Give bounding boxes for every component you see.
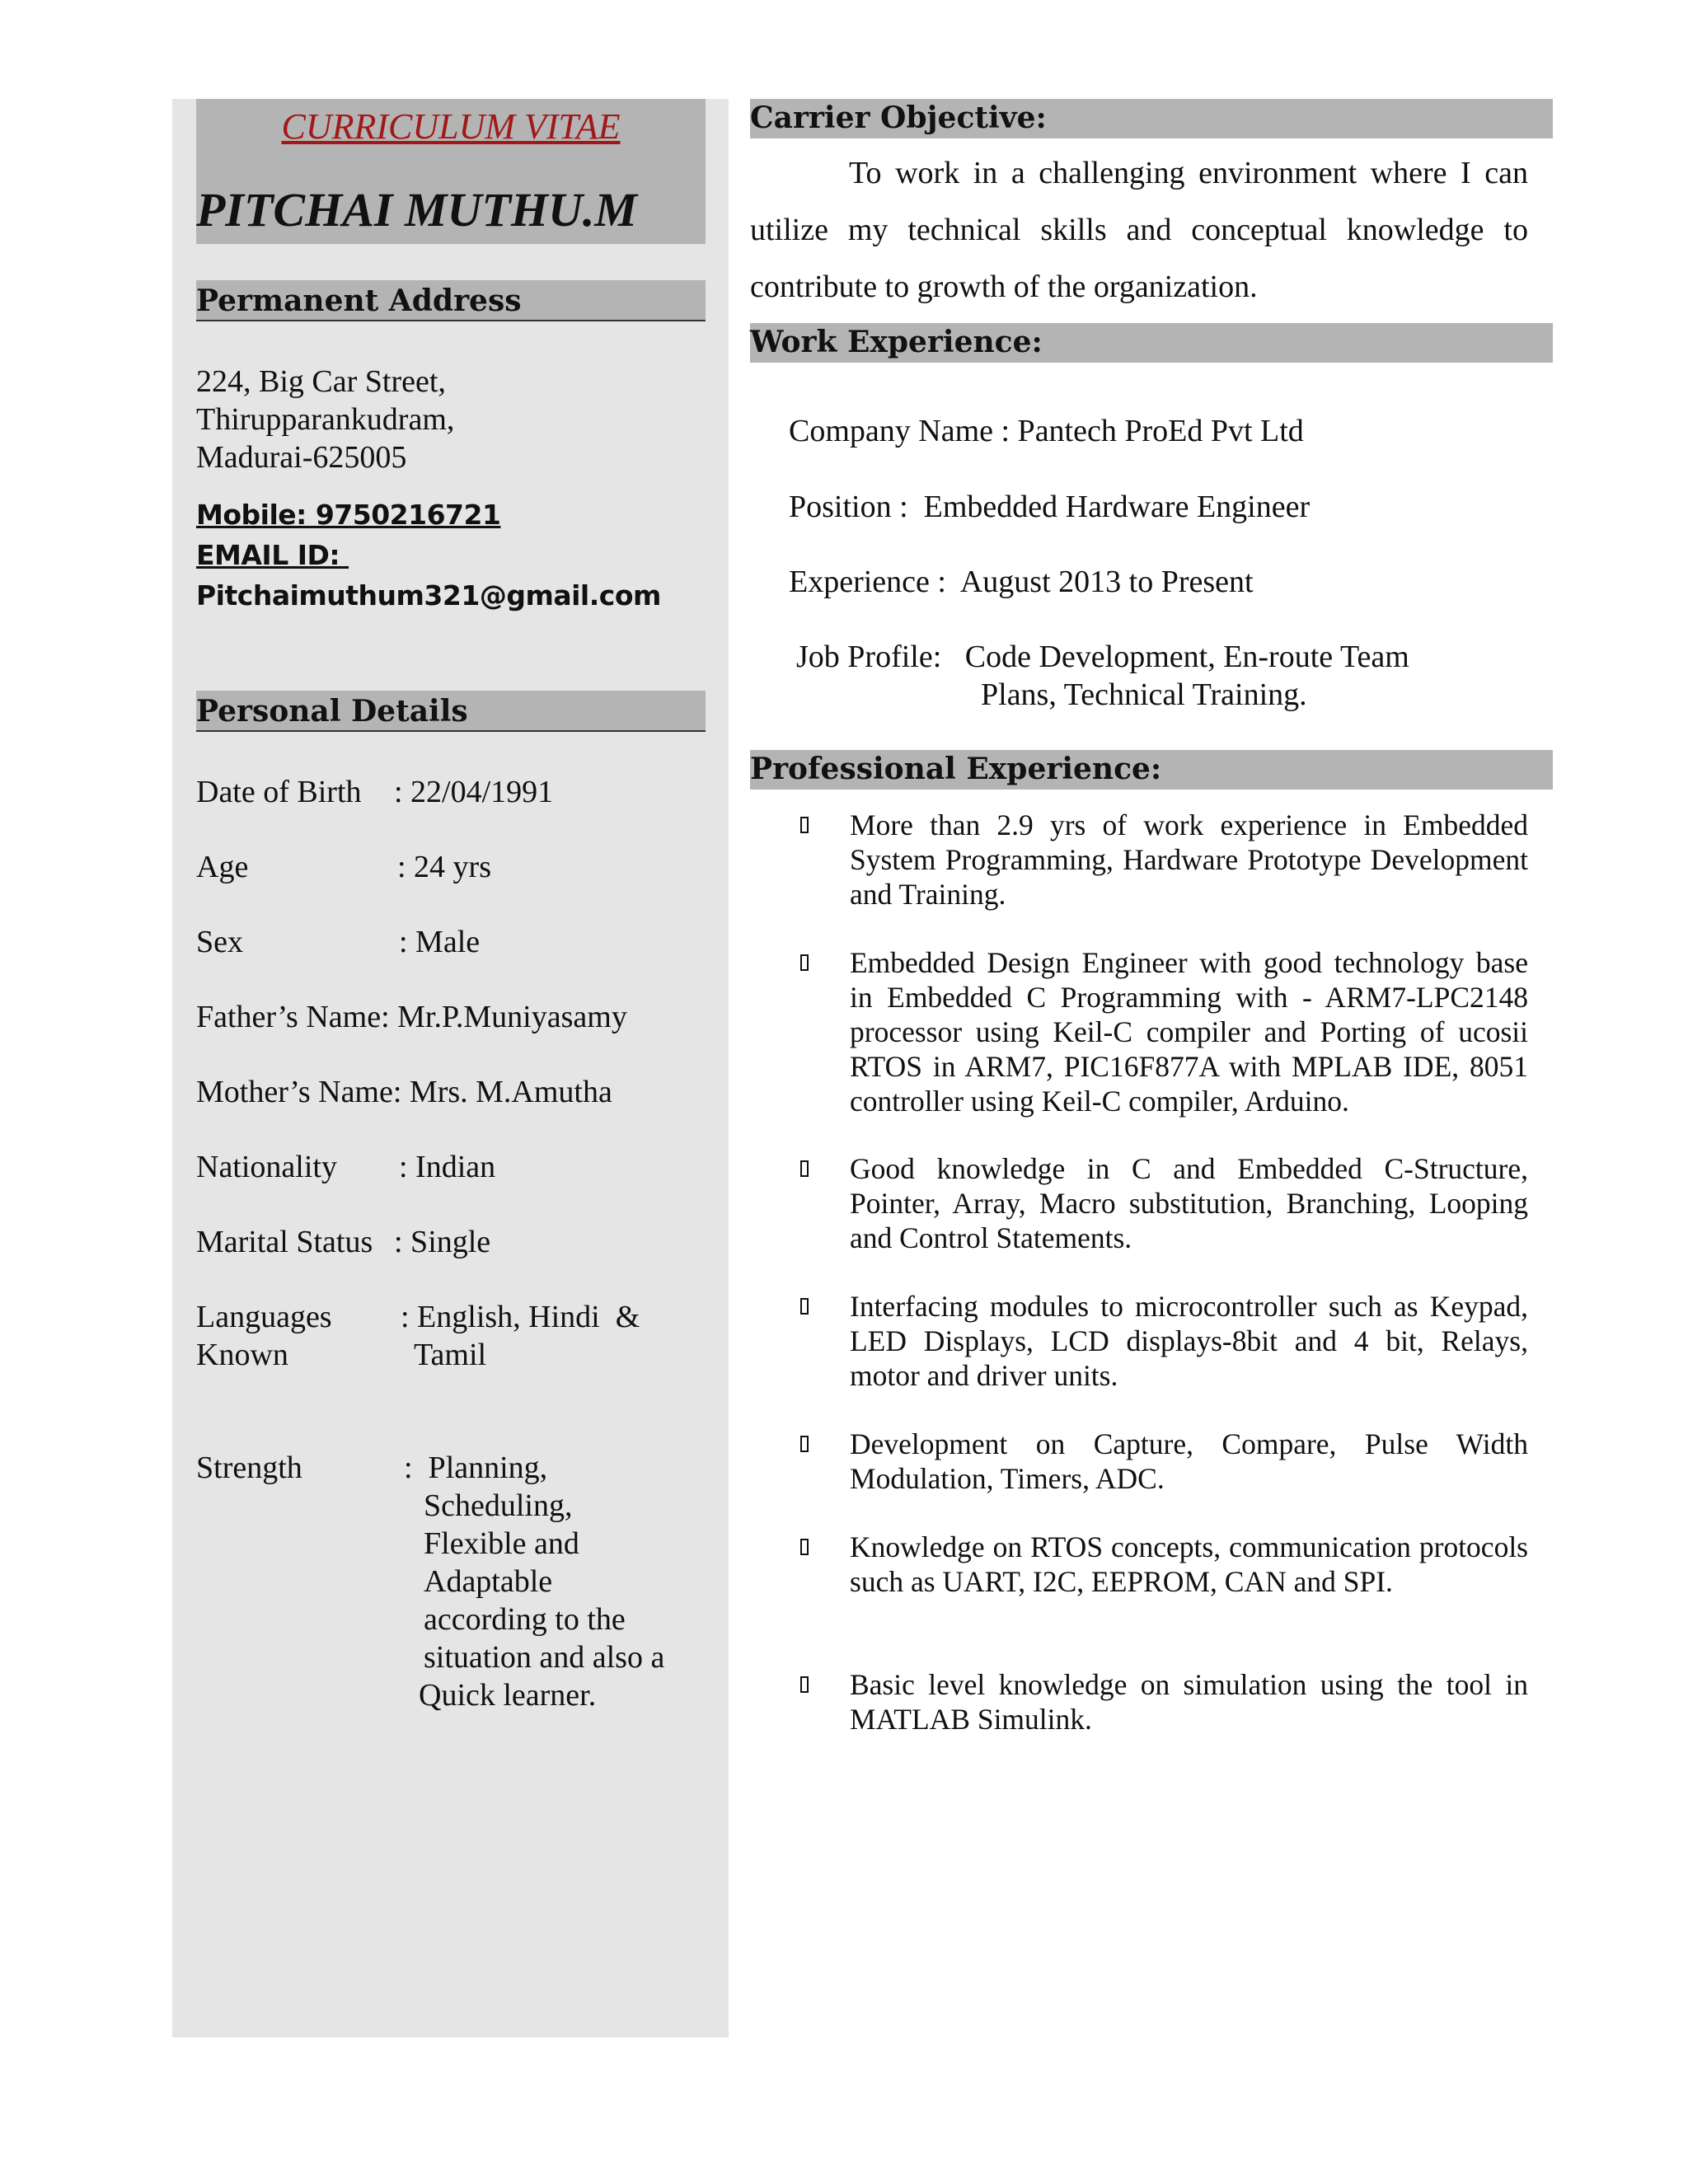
father-name: Father’s Name: Mr.P.Muniyasamy [196,1000,627,1034]
job-profile-line-1: Job Profile: Code Development, En-route Team [796,640,1409,674]
strength-line-4: Adaptable [424,1564,553,1599]
sex-value: : Male [399,925,481,959]
languages-label-line-2: Known [196,1338,288,1372]
work-experience-heading: Work Experience: [750,323,1553,363]
dob-value: : 22/04/1991 [394,775,554,809]
strength-line-5: according to the [424,1602,626,1637]
company-name: Company Name : Pantech ProEd Pvt Ltd [789,414,1304,448]
strength-label: Strength [196,1451,302,1485]
languages-value-line-1: : English, Hindi & [401,1300,640,1334]
nationality-value: : Indian [399,1150,496,1184]
bullet-icon [800,954,809,971]
languages-value-line-2: Tamil [414,1338,487,1372]
age-label: Age [196,850,249,884]
professional-bullet: Development on Capture, Compare, Pulse Width Modulation, Timers, ADC. [850,1427,1528,1495]
mother-name: Mother’s Name: Mrs. M.Amutha [196,1075,612,1109]
bullet-icon [800,1160,809,1177]
professional-bullet: Knowledge on RTOS concepts, communication protocols such as UART, I2C, EEPROM, CAN and SPI. [850,1530,1528,1598]
job-profile-line-2: Plans, Technical Training. [981,677,1307,712]
professional-bullet: Interfacing modules to microcontroller such as Keypad, LED Displays, LCD displays-8bit and 4 bit, Relays, motor and driver units. [850,1290,1528,1392]
strength-line-6: situation and also a [424,1640,665,1675]
age-value: : 24 yrs [397,850,491,884]
bullet-icon [800,1676,809,1693]
personal-details-heading: Personal Details [196,691,706,732]
mobile-number: Mobile: 9750216721 [196,499,501,531]
professional-bullet: More than 2.9 yrs of work experience in Embedded System Programming, Hardware Prototype Development and Training. [850,808,1528,911]
professional-bullet: Good knowledge in C and Embedded C-Structure, Pointer, Array, Macro substitution, Branching, Looping and Control Statements. [850,1152,1528,1254]
languages-label-line-1: Languages [196,1300,332,1334]
bullet-icon [800,1539,809,1555]
objective-text: To work in a challenging environment where I can utilize my technical skills and conceptual knowledge to contribute to growth of the organization. [750,156,1528,304]
bullet-icon [800,817,809,833]
permanent-address-heading: Permanent Address [196,280,706,321]
professional-bullet: Basic level knowledge on simulation using the tool in MATLAB Simulink. [850,1668,1528,1736]
experience-period: Experience : August 2013 to Present [789,565,1254,599]
strength-line-3: Flexible and [424,1526,579,1561]
address-line-3: Madurai-625005 [196,440,407,475]
strength-line-2: Scheduling, [424,1488,573,1523]
address-line-2: Thirupparankudram, [196,402,455,437]
candidate-name: PITCHAI MUTHU.M [196,183,637,237]
carrier-objective-heading: Carrier Objective: [750,99,1553,138]
bullet-icon [800,1298,809,1315]
marital-status-label: Marital Status [196,1225,373,1259]
professional-experience-heading: Professional Experience: [750,750,1553,790]
dob-label: Date of Birth [196,775,362,809]
bullet-icon [800,1436,809,1452]
email-label: EMAIL ID: [196,539,349,571]
professional-bullet: Embedded Design Engineer with good technology base in Embedded C Programming with - ARM7-LPC2148 processor using Keil-C compiler and Porting of ucosii RTOS in ARM7, PIC16F877A with MPLAB IDE, 8051 controller using Keil-C compiler, Arduino. [850,946,1528,1118]
strength-line-7: Quick learner. [419,1678,597,1713]
nationality-label: Nationality [196,1150,337,1184]
position: Position : Embedded Hardware Engineer [789,490,1311,524]
email-address[interactable]: Pitchaimuthum321@gmail.com [196,579,661,612]
strength-line-1: : Planning, [404,1451,548,1485]
cv-heading: CURRICULUM VITAE [281,106,621,147]
address-line-1: 224, Big Car Street, [196,364,446,399]
sex-label: Sex [196,925,243,959]
marital-status-value: : Single [394,1225,491,1259]
